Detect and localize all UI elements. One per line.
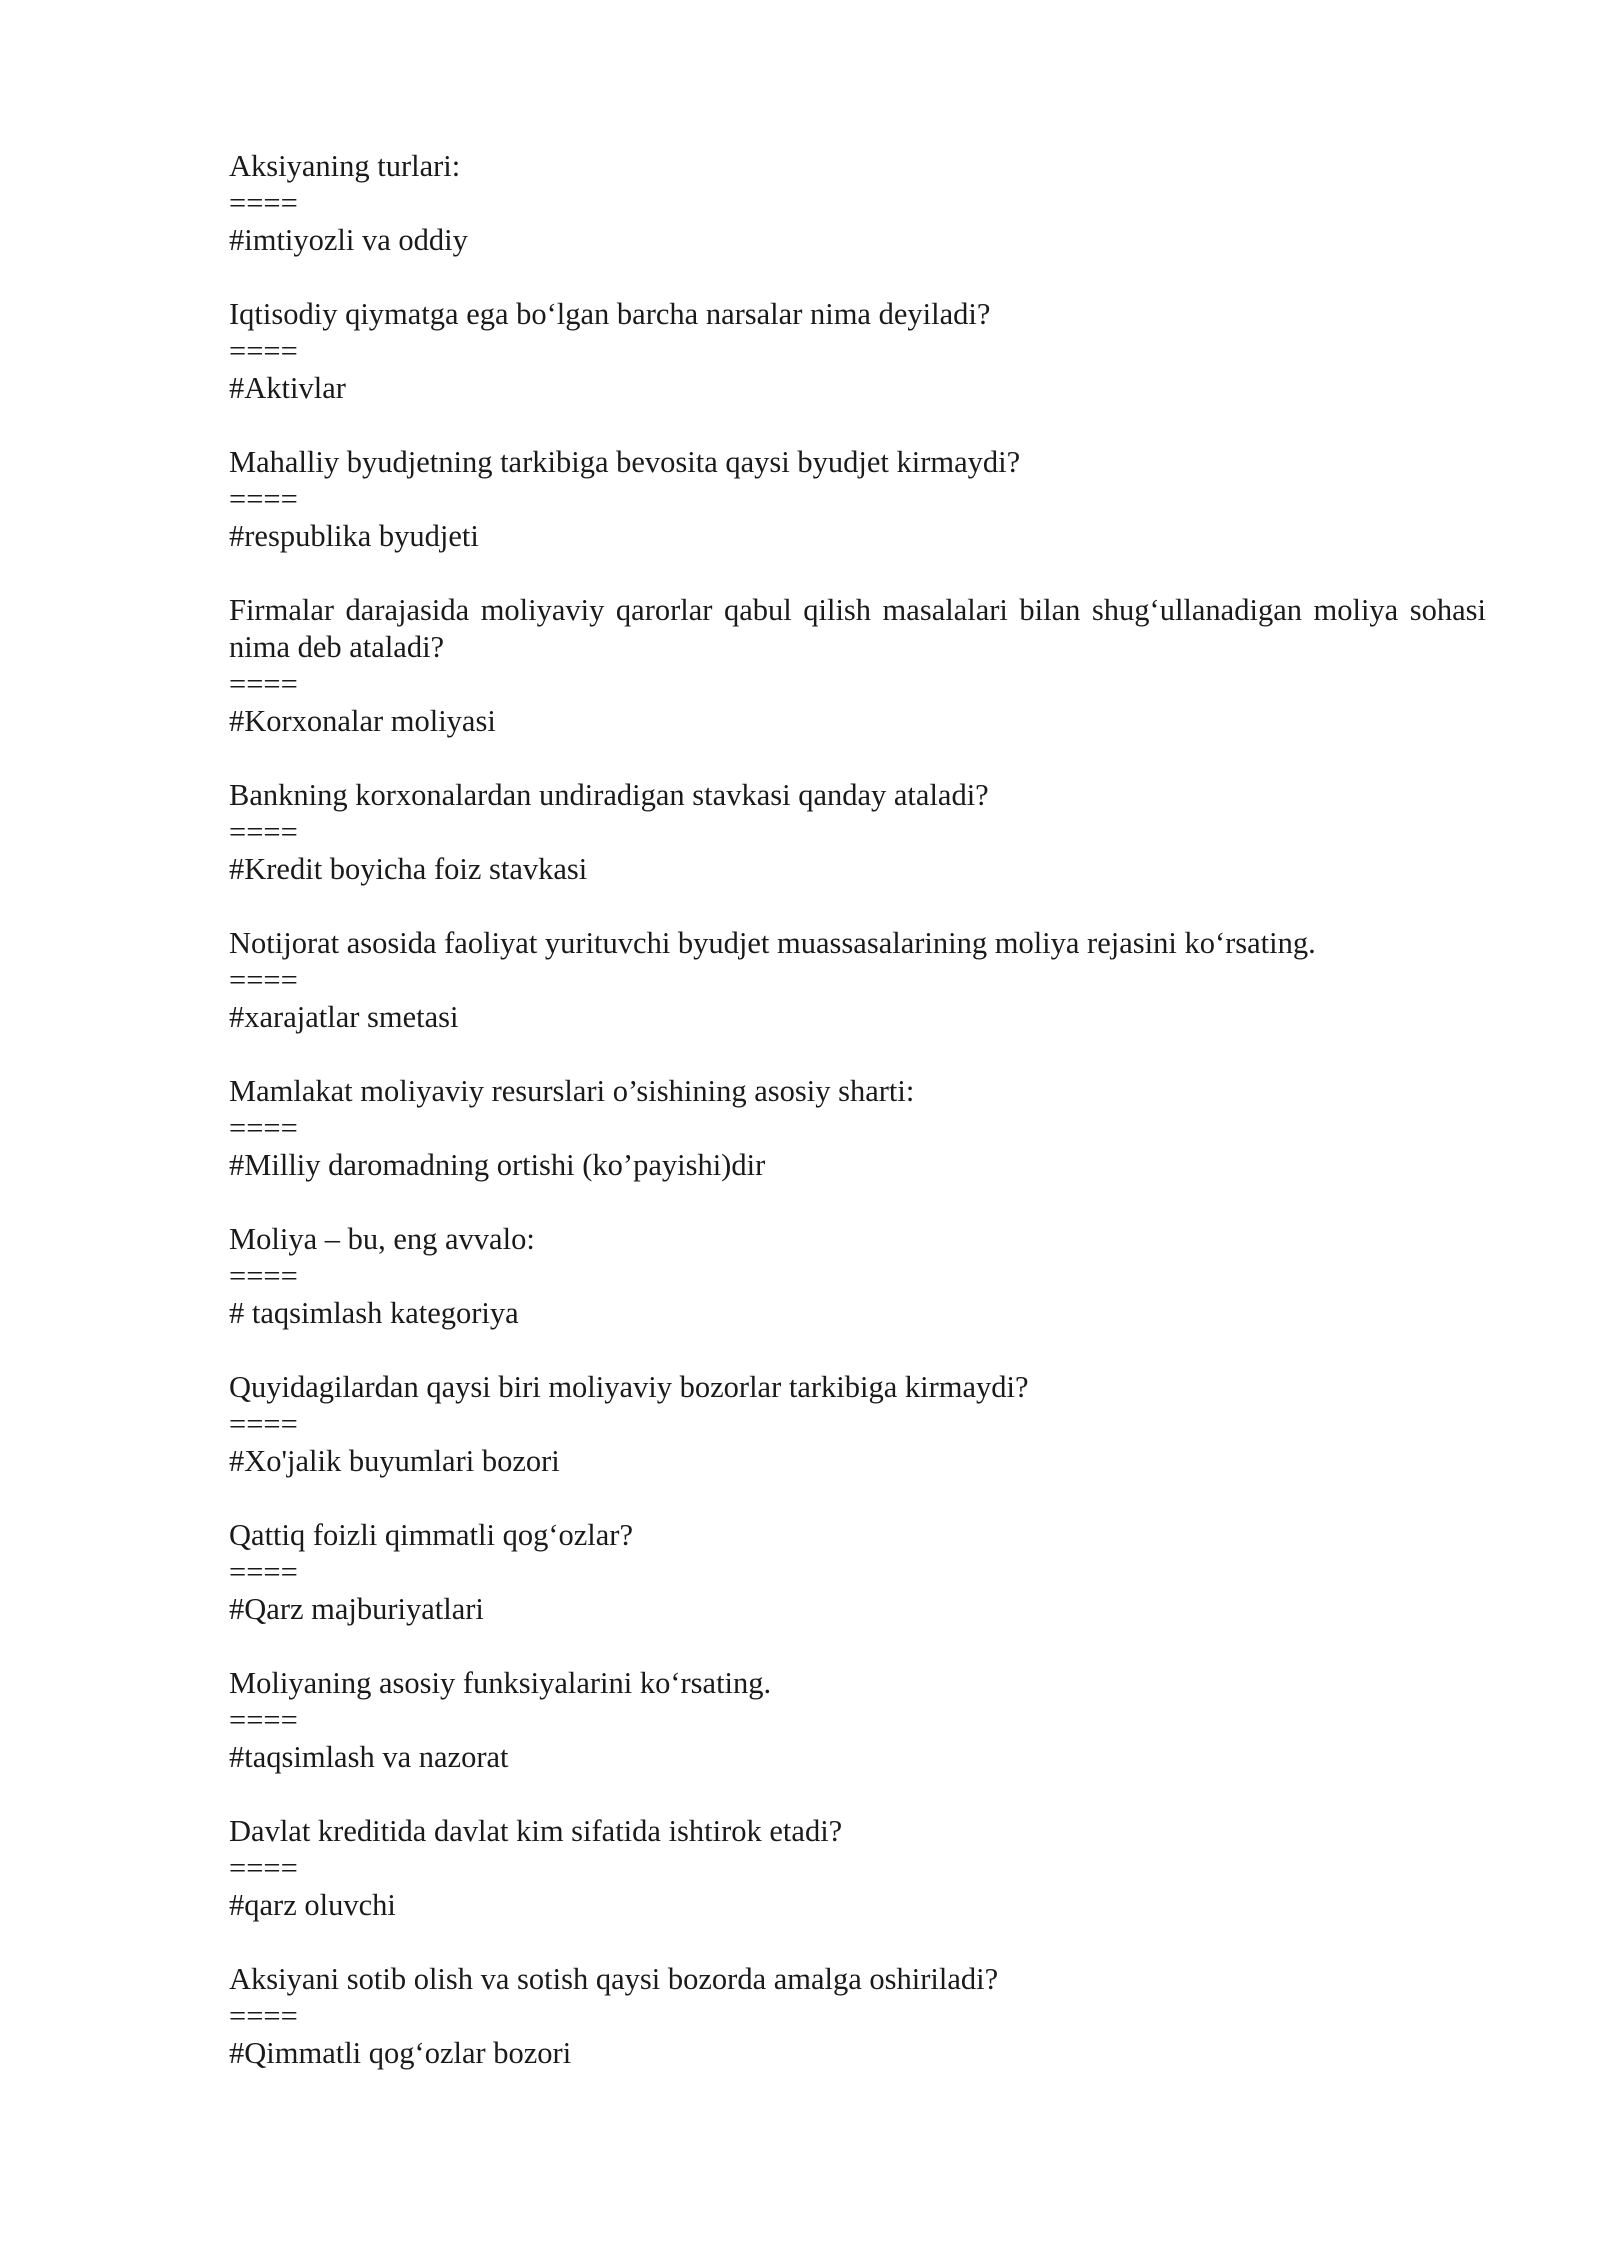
question-text: Davlat kreditida davlat kim sifatida ishtirok etadi? bbox=[229, 1814, 843, 1848]
question-text: Iqtisodiy qiymatga ega bo‘lgan barcha narsalar nima deyiladi? bbox=[229, 297, 991, 331]
answer-text: #xarajatlar smetasi bbox=[229, 1000, 459, 1034]
answer-text: #Aktivlar bbox=[229, 371, 346, 405]
answer-text: #taqsimlash va nazorat bbox=[229, 1740, 509, 1774]
question-text: Moliyaning asosiy funksiyalarini ko‘rsating. bbox=[229, 1666, 772, 1700]
qa-item bbox=[229, 296, 1486, 407]
separator-line: ==== bbox=[229, 1851, 298, 1885]
question-text: Quyidagilardan qaysi biri moliyaviy bozorlar tarkibiga kirmaydi? bbox=[229, 1370, 1029, 1404]
qa-item bbox=[229, 1073, 1486, 1184]
question-text: Notijorat asosida faoliyat yurituvchi byudjet muassasalarining moliya rejasini ko‘rsating. bbox=[229, 926, 1316, 960]
question-text: Bankning korxonalardan undiradigan stavkasi qanday ataladi? bbox=[229, 778, 989, 812]
qa-item bbox=[229, 777, 1486, 888]
separator-line: ==== bbox=[229, 1407, 298, 1441]
answer-text: # taqsimlash kategoriya bbox=[229, 1296, 519, 1330]
question-text: Aksiyani sotib olish va sotish qaysi bozorda amalga oshiriladi? bbox=[229, 1962, 999, 1996]
answer-text: #Milliy daromadning ortishi (ko’payishi)dir bbox=[229, 1148, 766, 1182]
qa-item bbox=[229, 1665, 1486, 1776]
answer-text: #Qarz majburiyatlari bbox=[229, 1592, 484, 1626]
qa-item bbox=[229, 925, 1486, 1036]
question-text: Mamlakat moliyaviy resurslari o’sishining asosiy sharti: bbox=[229, 1074, 915, 1108]
qa-item bbox=[229, 1517, 1486, 1628]
answer-text: #Korxonalar moliyasi bbox=[229, 704, 496, 738]
question-text: Mahalliy byudjetning tarkibiga bevosita qaysi byudjet kirmaydi? bbox=[229, 445, 1021, 479]
question-text: Moliya – bu, eng avvalo: bbox=[229, 1222, 535, 1256]
separator-line: ==== bbox=[229, 482, 298, 516]
question-text: Qattiq foizli qimmatli qog‘ozlar? bbox=[229, 1518, 634, 1552]
separator-line: ==== bbox=[229, 186, 298, 220]
separator-line: ==== bbox=[229, 1555, 298, 1589]
answer-text: #Xo'jalik buyumlari bozori bbox=[229, 1444, 560, 1478]
question-text: Aksiyaning turlari: bbox=[229, 149, 461, 183]
answer-text: #Kredit boyicha foiz stavkasi bbox=[229, 852, 588, 886]
separator-line: ==== bbox=[229, 1999, 298, 2033]
qa-item bbox=[229, 592, 1486, 740]
separator-line: ==== bbox=[229, 667, 298, 701]
separator-line: ==== bbox=[229, 1703, 298, 1737]
separator-line: ==== bbox=[229, 963, 298, 997]
separator-line: ==== bbox=[229, 815, 298, 849]
qa-item bbox=[229, 444, 1486, 555]
qa-item bbox=[229, 1961, 1486, 2072]
answer-text: #qarz oluvchi bbox=[229, 1888, 396, 1922]
separator-line: ==== bbox=[229, 1111, 298, 1145]
qa-item bbox=[229, 1369, 1486, 1480]
qa-item bbox=[229, 1813, 1486, 1924]
answer-text: #imtiyozli va oddiy bbox=[229, 223, 468, 257]
qa-item bbox=[229, 148, 1486, 259]
document-body bbox=[229, 148, 1486, 2109]
question-text: Firmalar darajasida moliyaviy qarorlar qabul qilish masalalari bilan shug‘ullanadigan moliya sohasi nima deb ataladi? bbox=[229, 593, 1486, 664]
separator-line: ==== bbox=[229, 334, 298, 368]
answer-text: #Qimmatli qog‘ozlar bozori bbox=[229, 2036, 572, 2070]
qa-item bbox=[229, 1221, 1486, 1332]
separator-line: ==== bbox=[229, 1259, 298, 1293]
answer-text: #respublika byudjeti bbox=[229, 519, 479, 553]
